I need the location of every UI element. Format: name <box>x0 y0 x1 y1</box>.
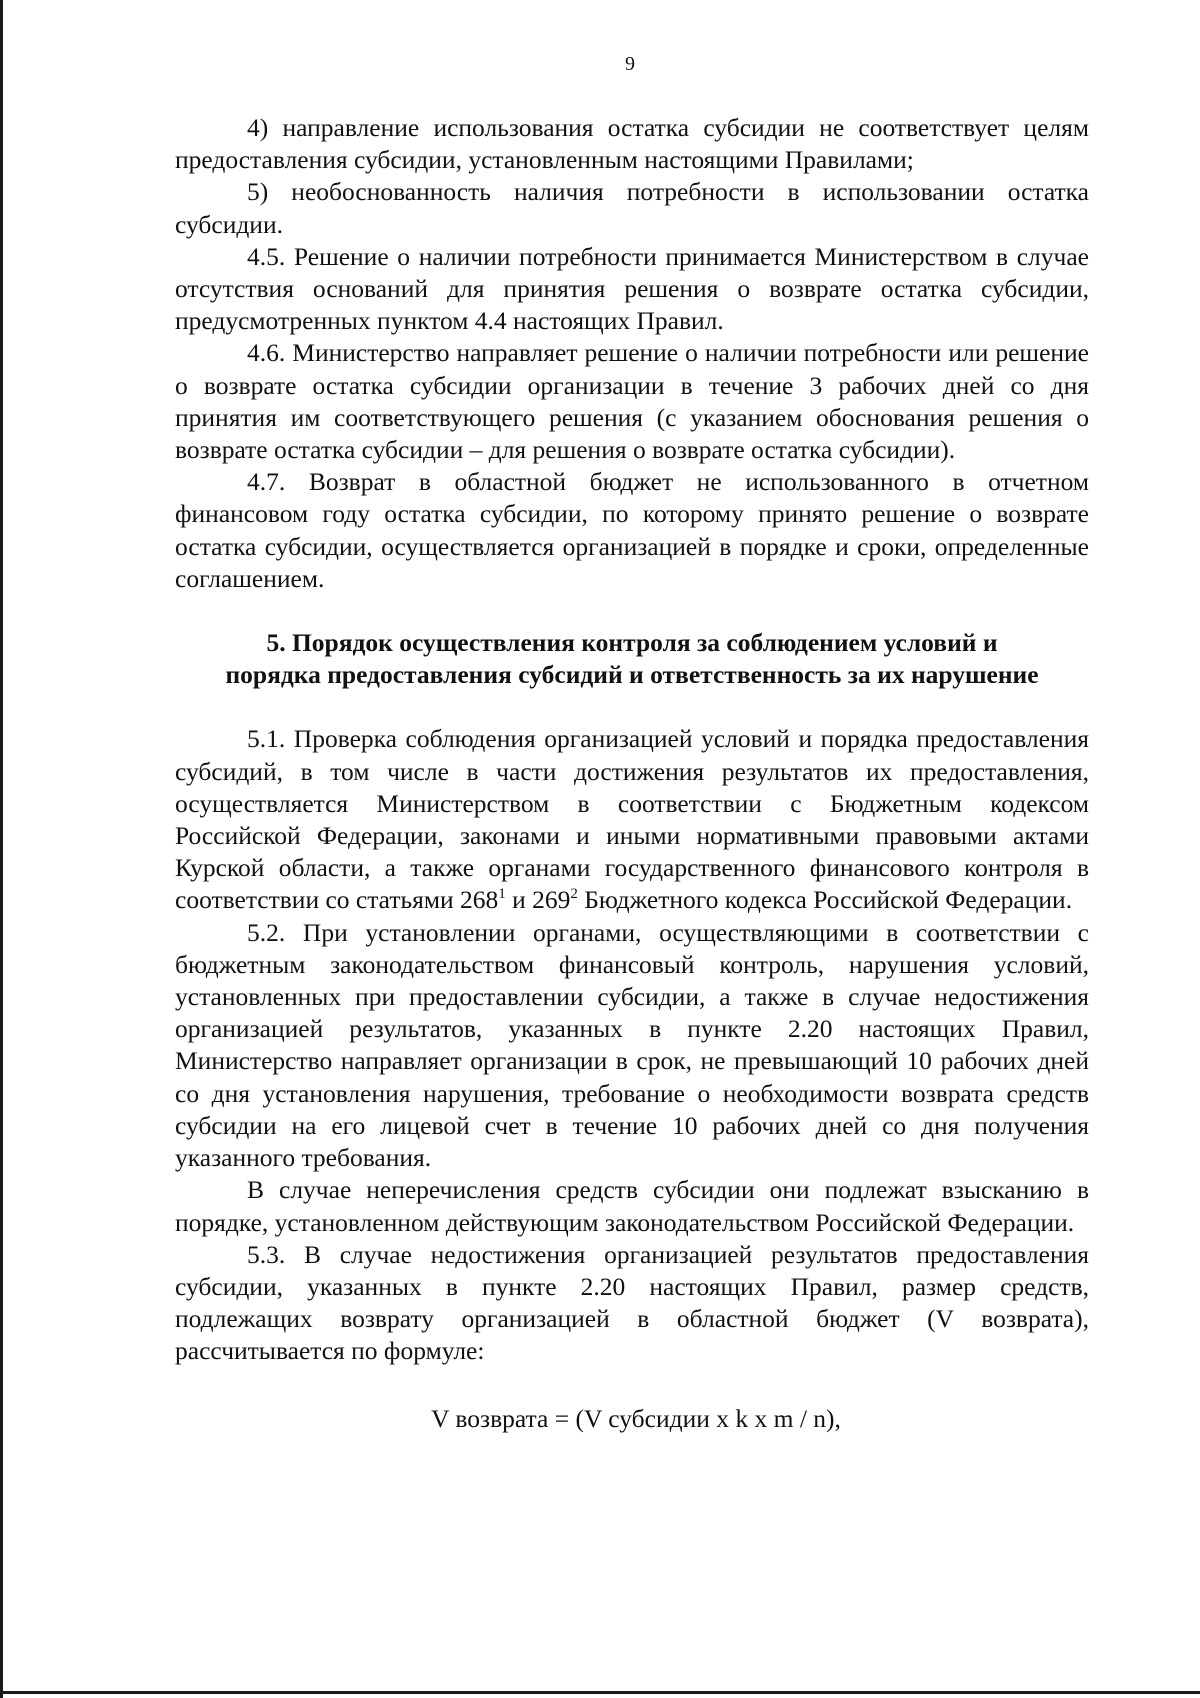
paragraph-5-3: 5.3. В случае недостижения организацией результатов предоставления субсидии, указанных в пункте 2.20 настоящих Правил, размер средств, подлежащих возврату организацией в областной бюджет (V возврата), рассчитывается по формуле: <box>175 1239 1089 1366</box>
paragraph-4-6: 4.6. Министерство направляет решение о наличии потребности или решение о возврате остатка субсидии организации в течение 3 рабочих дней со дня принятия им соответствующего решения (с указанием обоснования решения о возврате остатка субсидии – для решения о возврате остатка субсидии). <box>175 338 1089 465</box>
formula: V возврата = (V субсидии х k х m / n), <box>431 1403 841 1433</box>
paragraph-5-1-mid: и 269 <box>505 885 571 915</box>
footnote-sup-2: 2 <box>570 886 578 903</box>
paragraph-recovery: В случае неперечисления средств субсидии они подлежат взысканию в порядке, установленном действующим законодательством Российской Федерации. <box>175 1175 1089 1237</box>
section-5-heading-line2: порядка предоставления субсидий и ответственность за их нарушение <box>225 660 1039 690</box>
scan-bottom-border <box>0 1691 1200 1694</box>
paragraph-5-2: 5.2. При установлении органами, осуществляющими в соответствии с бюджетным законодательством финансовый контроль, нарушения условий, установленных при предоставлении субсидии, а также в случае недостижения организацией результатов, указанных в пункте 2.20 настоящих Правил, Министерство направляет организации в срок, не превышающий 10 рабочих дней со дня установления нарушения, требование о необходимости возврата средств субсидии на его лицевой счет в течение 10 рабочих дней со дня получения указанного требования. <box>175 917 1089 1173</box>
paragraph-5-1-text: 5.1. Проверка соблюдения организацией условий и порядка предоставления субсидий, в том числе в части достижения результатов их предоставления, осуществляется Министерством в соответствии с Бюджетным кодексом Российской Федерации, законами и иными нормативными правовыми актами Курской области, а также органами государственного финансового контроля в соответствии со статьями 268 <box>175 724 1089 915</box>
paragraph-5-1-end: Бюджетного кодекса Российской Федерации. <box>577 885 1073 915</box>
paragraph-4-7: 4.7. Возврат в областной бюджет не использованного в отчетном финансовом году остатка субсидии, по которому принято решение о возврате остатка субсидии, осуществляется организацией в порядке и сроки, определенные соглашением. <box>175 467 1089 593</box>
scan-left-border <box>0 0 3 1698</box>
footnote-sup-1: 1 <box>498 886 506 903</box>
paragraph-5-1 <box>175 723 1089 916</box>
paragraph-item-5: 5) необоснованность наличия потребности в использовании остатка субсидии. <box>175 177 1089 239</box>
paragraph-4-5: 4.5. Решение о наличии потребности принимается Министерством в случае отсутствия оснований для принятия решения о возврате остатка субсидии, предусмотренных пунктом 4.4 настоящих Правил. <box>175 241 1089 336</box>
section-5-heading-line1: 5. Порядок осуществления контроля за соблюдением условий и <box>266 628 998 658</box>
document-body <box>175 112 1089 1435</box>
paragraph-item-4: 4) направление использования остатка субсидии не соответствует целям предоставления субсидии, установленным настоящими Правилами; <box>175 113 1089 175</box>
section-5-heading <box>175 627 1089 691</box>
page-number: 9 <box>625 53 635 75</box>
